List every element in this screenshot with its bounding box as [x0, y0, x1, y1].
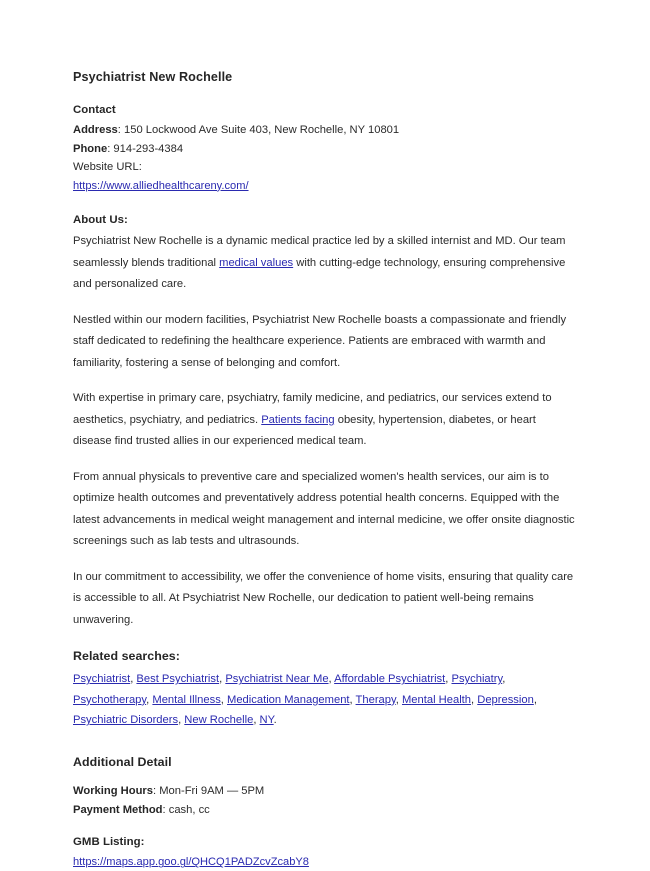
related-search-separator: ,: [471, 693, 478, 706]
related-search-separator: .: [273, 714, 277, 727]
related-search-separator: ,: [178, 714, 185, 727]
about-paragraphs: [73, 231, 577, 631]
working-hours-line: [73, 782, 577, 801]
gmb-url-line: [73, 853, 577, 871]
additional-detail-heading: Additional Detail: [73, 754, 172, 769]
about-paragraph-3: [73, 388, 577, 453]
about-section: [73, 214, 577, 631]
address-value: : 150 Lockwood Ave Suite 403, New Rochelle, NY 10801: [117, 124, 400, 136]
phone-label: Phone: [73, 142, 108, 155]
related-search-link[interactable]: Psychotherapy: [73, 693, 147, 706]
payment-method-line: [73, 801, 577, 820]
related-search-separator: ,: [349, 693, 356, 706]
related-search-separator: ,: [253, 714, 260, 727]
related-search-separator: ,: [533, 693, 537, 706]
page-title: Psychiatrist New Rochelle: [73, 70, 233, 84]
about-p1-before: Psychiatrist New Rochelle is a dynamic medical practice led by a skilled internist and MD. Our team seamlessly blends traditional: [73, 235, 566, 269]
website-label: Website URL:: [73, 161, 142, 174]
website-url-link[interactable]: https://www.alliedhealthcareny.com/: [73, 179, 249, 192]
working-hours-value: : Mon-Fri 9AM — 5PM: [152, 784, 265, 797]
related-search-link[interactable]: Mental Health: [401, 693, 472, 706]
website-url-line: [73, 177, 577, 196]
payment-method-value: : cash, cc: [162, 803, 210, 816]
related-search-link[interactable]: NY: [259, 714, 274, 727]
contact-section: [73, 104, 577, 195]
about-paragraph-2: Nestled within our modern facilities, Psychiatrist New Rochelle boasts a compassionate and friendly staff dedicated to redefining the healthcare experience. Patients are embraced with warmth and familiarity, fostering a sense of belonging and comfort.: [73, 313, 567, 369]
related-search-link[interactable]: Psychiatry: [451, 673, 503, 686]
phone-value: : 914-293-4384: [107, 142, 184, 155]
related-search-link[interactable]: Affordable Psychiatrist: [334, 673, 446, 686]
patients-facing-link[interactable]: Patients facing: [261, 413, 335, 426]
medical-values-link[interactable]: medical values: [219, 256, 294, 269]
about-paragraph-5: In our commitment to accessibility, we offer the convenience of home visits, ensuring that quality care is accessible to all. At Psychiatrist New Rochelle, our dedication to patient well-being remains unwavering.: [73, 570, 574, 626]
phone-line: [73, 140, 577, 159]
related-search-separator: ,: [502, 673, 506, 686]
about-heading: About Us:: [73, 214, 128, 227]
detail-rows: [73, 782, 577, 820]
related-search-separator: ,: [219, 673, 226, 686]
related-search-separator: ,: [130, 673, 137, 686]
about-paragraph-4: From annual physicals to preventive care and specialized women's health services, our aim is to optimize health outcomes and preventatively address potential health concerns. Equipped with the latest advancements in medical weight management and internal medicine, we offer onsite diagnostic screenings such as lab tests and ultrasounds.: [73, 470, 575, 548]
related-search-link[interactable]: New Rochelle: [184, 714, 254, 727]
about-p1-after: with cutting-edge technology, ensuring comprehensive and personalized care.: [73, 256, 566, 291]
about-paragraph-1: [73, 231, 577, 296]
related-search-link[interactable]: Psychiatrist: [73, 673, 131, 686]
address-line: [73, 121, 577, 140]
related-search-separator: ,: [445, 673, 452, 686]
related-search-link[interactable]: Psychiatric Disorders: [73, 714, 179, 727]
contact-heading: Contact: [73, 104, 116, 116]
related-search-separator: ,: [395, 693, 402, 706]
payment-method-label: Payment Method: [73, 803, 163, 816]
related-searches-list: [73, 669, 577, 731]
related-search-link[interactable]: Medication Management: [227, 693, 350, 706]
about-p3-before: With expertise in primary care, psychiatry, family medicine, and pediatrics, our services extend to aesthetics, psychiatry, and pediatrics.: [73, 392, 552, 426]
about-p3-after: obesity, hypertension, diabetes, or heart disease find trusted allies in our experienced medical team.: [73, 413, 536, 448]
gmb-url-link[interactable]: https://maps.app.goo.gl/QHCQ1PADZcvZcabY8: [73, 856, 309, 869]
related-search-link[interactable]: Depression: [477, 693, 534, 706]
related-search-separator: ,: [328, 673, 335, 686]
gmb-listing-label: GMB Listing:: [73, 836, 145, 849]
related-search-separator: ,: [220, 693, 228, 706]
gmb-listing-block: [73, 836, 577, 871]
related-searches-section: [73, 649, 577, 731]
working-hours-label: Working Hours: [73, 784, 153, 797]
address-label: Address: [73, 124, 118, 136]
related-search-link[interactable]: Psychiatrist Near Me: [225, 673, 329, 686]
additional-detail-section: [73, 755, 577, 871]
contact-block: [73, 121, 577, 195]
related-search-link[interactable]: Therapy: [355, 693, 396, 706]
related-searches-heading: Related searches:: [73, 649, 180, 664]
related-search-separator: ,: [146, 693, 153, 706]
related-search-link[interactable]: Mental Illness: [152, 693, 221, 706]
related-search-link[interactable]: Best Psychiatrist: [136, 673, 220, 686]
